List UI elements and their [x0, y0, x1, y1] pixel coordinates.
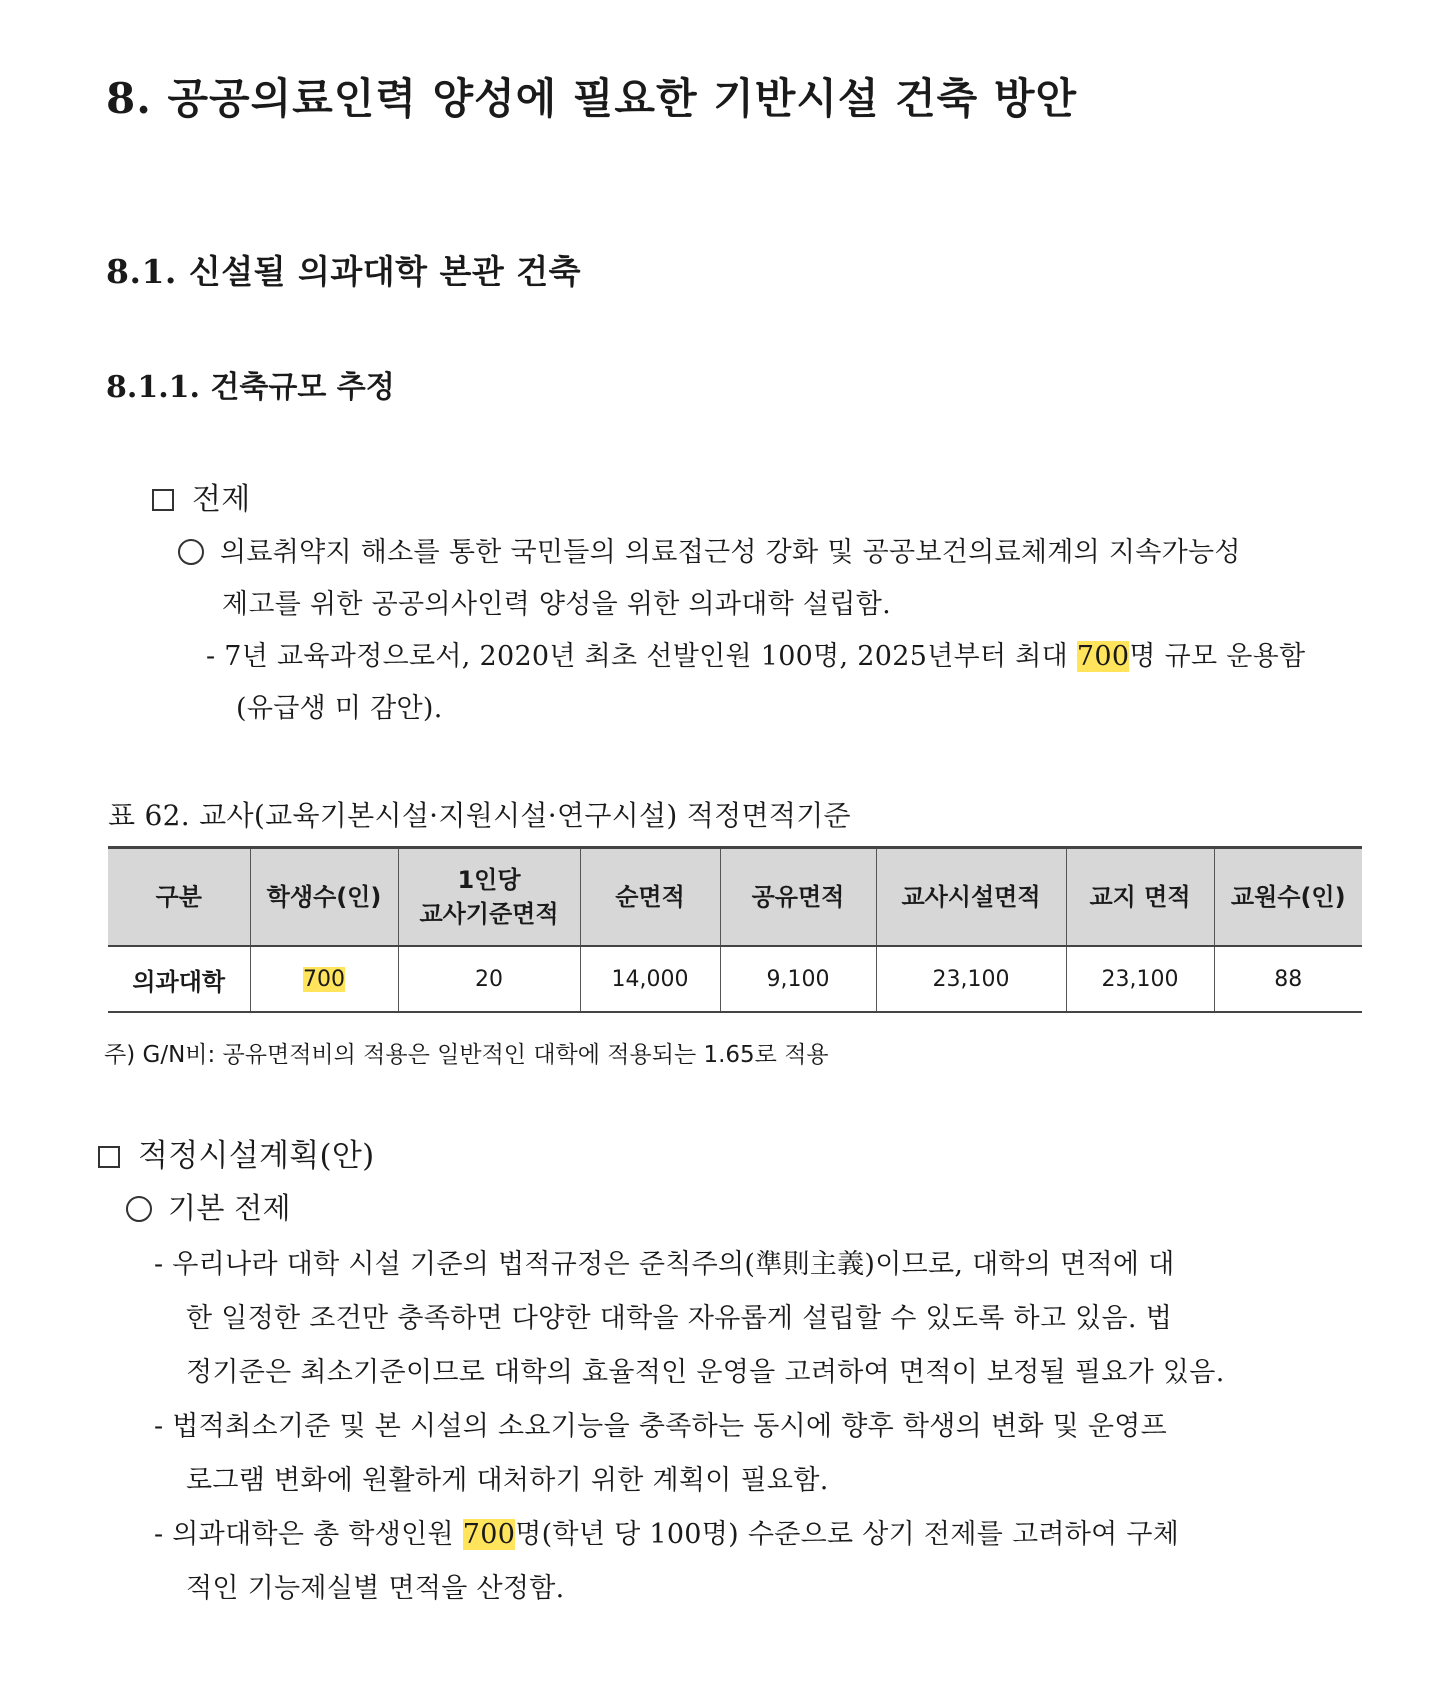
highlight-700: 700 — [303, 966, 345, 992]
table-caption: 표 62. 교사(교육기본시설·지원시설·연구시설) 적정면적기준 — [108, 799, 851, 832]
cell-site-area: 23,100 — [1066, 946, 1214, 1012]
header-site-area: 교지 면적 — [1066, 848, 1214, 947]
circle-bullet-icon — [178, 539, 204, 565]
header-per-person-area — [398, 848, 580, 947]
plan-item1-line2: 한 일정한 조건만 충족하면 다양한 대학을 자유롭게 설립할 수 있도록 하고 있음. 법 — [186, 1303, 1173, 1334]
premise-dash-pre: - 7년 교육과정으로서, 2020년 최초 선발인원 100명, 2025년부터 최대 — [206, 641, 1077, 672]
header-shared-area: 공유면적 — [720, 848, 876, 947]
premise-title — [152, 474, 251, 518]
highlight-700: 700 — [462, 1519, 516, 1550]
premise-dash-post: 명 규모 운용함 — [1129, 641, 1306, 672]
header-facility-area: 교사시설면적 — [876, 848, 1066, 947]
plan-item1-line3: 정기준은 최소기준이므로 대학의 효율적인 운영을 고려하여 면적이 보정될 필요가 있음. — [186, 1357, 1225, 1388]
premise-dash-line2: (유급생 미 감안). — [236, 693, 443, 724]
area-standard-table — [108, 846, 1362, 1013]
cell-category: 의과대학 — [108, 946, 250, 1012]
plan-title — [98, 1130, 375, 1175]
premise-bullet-line1 — [178, 530, 1241, 569]
plan-item2-line1: - 법적최소기준 및 본 시설의 소요기능을 충족하는 동시에 향후 학생의 변화 및 운영프 — [154, 1411, 1167, 1442]
cell-net-area: 14,000 — [580, 946, 720, 1012]
table-note: 주) G/N비: 공유면적비의 적용은 일반적인 대학에 적용되는 1.65로 적용 — [104, 1042, 829, 1068]
plan-item2-line2: 로그램 변화에 원활하게 대처하기 위한 계획이 필요함. — [186, 1465, 829, 1496]
header-per-person-line1: 1인당 — [457, 866, 521, 894]
header-faculty: 교원수(인) — [1214, 848, 1362, 947]
header-category: 구분 — [108, 848, 250, 947]
checkbox-square-icon — [98, 1146, 120, 1168]
header-students: 학생수(인) — [250, 848, 398, 947]
plan-item3-line1 — [154, 1512, 1179, 1551]
plan-item3-post: 명(학년 당 100명) 수준으로 상기 전제를 고려하여 구체 — [515, 1519, 1180, 1550]
premise-bullet-line2: 제고를 위한 공공의사인력 양성을 위한 의과대학 설립함. — [222, 589, 891, 620]
premise-dash-line1 — [206, 634, 1305, 673]
checkbox-square-icon — [152, 489, 174, 511]
section-heading: 8.1. 신설될 의과대학 본관 건축 — [106, 252, 582, 291]
highlight-700: 700 — [1076, 641, 1130, 672]
cell-per-person: 20 — [398, 946, 580, 1012]
table-header-row — [108, 848, 1362, 947]
plan-title-text: 적정시설계획(안) — [138, 1138, 375, 1174]
plan-subtitle-text: 기본 전제 — [168, 1191, 291, 1225]
cell-shared-area: 9,100 — [720, 946, 876, 1012]
plan-item3-line2: 적인 기능제실별 면적을 산정함. — [186, 1573, 565, 1604]
plan-item1-line1: - 우리나라 대학 시설 기준의 법적규정은 준칙주의(準則主義)이므로, 대학의 면적에 대 — [154, 1249, 1175, 1280]
premise-title-text: 전제 — [192, 482, 251, 517]
header-per-person-line2: 교사기준면적 — [419, 900, 559, 928]
circle-bullet-icon — [126, 1196, 152, 1222]
cell-students — [250, 946, 398, 1012]
plan-subtitle — [126, 1186, 291, 1227]
cell-faculty: 88 — [1214, 946, 1362, 1012]
plan-item3-pre: - 의과대학은 총 학생인원 — [154, 1519, 463, 1550]
subsection-heading: 8.1.1. 건축규모 추정 — [106, 370, 395, 405]
premise-bullet-text: 의료취약지 해소를 통한 국민들의 의료접근성 강화 및 공공보건의료체계의 지속가능성 — [220, 537, 1241, 568]
table-row — [108, 946, 1362, 1012]
chapter-heading: 8. 공공의료인력 양성에 필요한 기반시설 건축 방안 — [106, 74, 1078, 123]
header-net-area: 순면적 — [580, 848, 720, 947]
cell-facility-area: 23,100 — [876, 946, 1066, 1012]
